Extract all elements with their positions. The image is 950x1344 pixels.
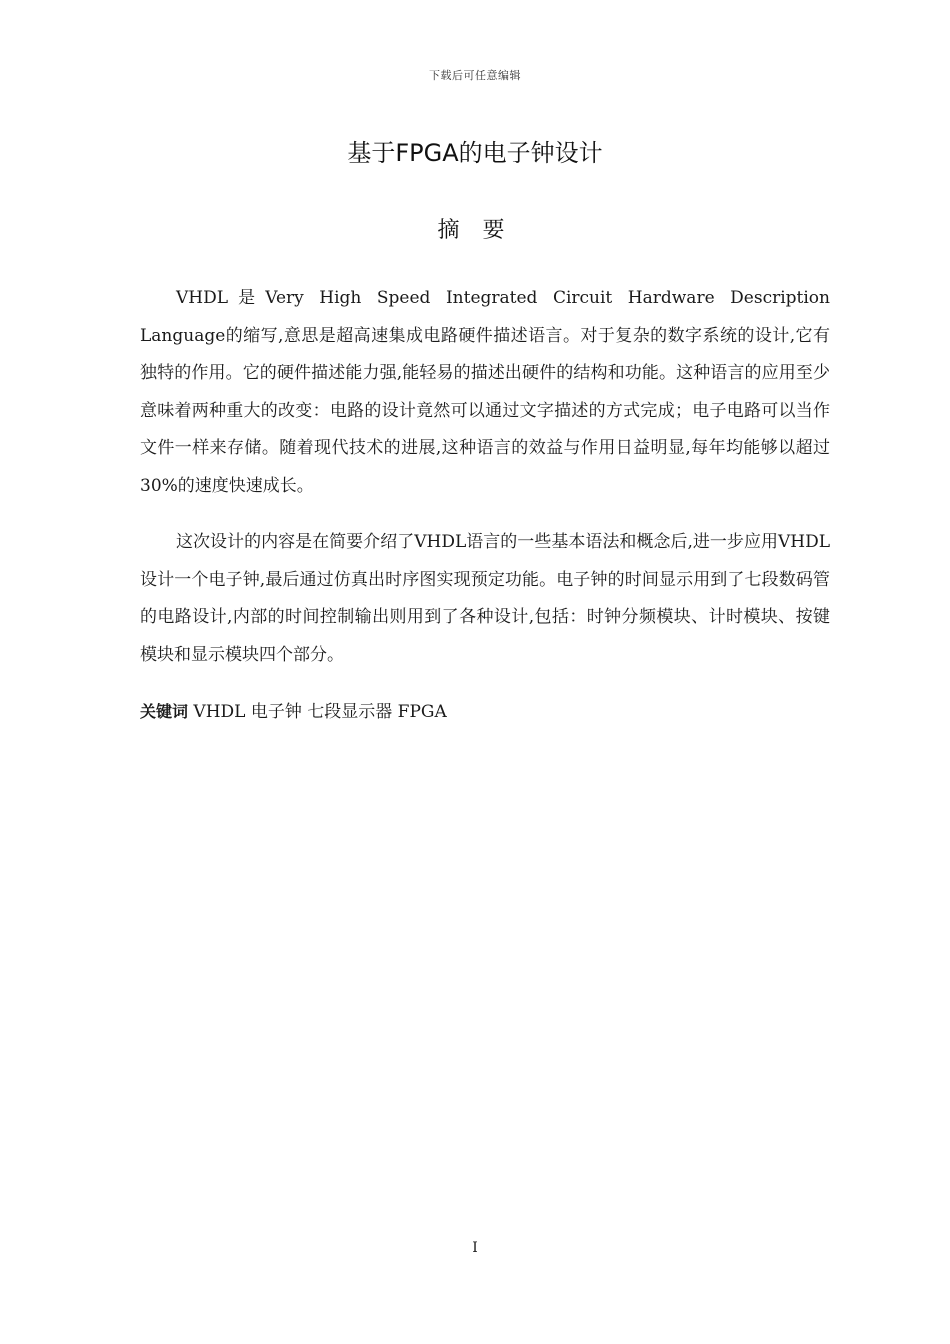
page-title: 基于FPGA的电子钟设计 bbox=[347, 139, 603, 167]
page-number: I bbox=[472, 1240, 478, 1256]
header-note: 下载后可任意编辑 bbox=[429, 69, 521, 82]
abstract-paragraph-2: 这次设计的内容是在简要介绍了VHDL语言的一些基本语法和概念后,进一步应用VHDL设计一个电子钟,最后通过仿真出时序图实现预定功能。电子钟的时间显示用到了七段数码管的电路设计,内部的时间控制输出则用到了各种设计,包括：时钟分频模块、计时模块、按键模块和显示模块四个部分。 bbox=[140, 532, 830, 665]
abstract-heading: 摘 要 bbox=[437, 218, 513, 243]
keywords-line bbox=[140, 695, 830, 729]
abstract-paragraph-1: VHDL是Very High Speed Integrated Circuit Hardware Description Language的缩写,意思是超高速集成电路硬件描述语言。对于复杂的数字系统的设计,它有独特的作用。它的硬件描述能力强,能轻易的描述出硬件的结构和功能。这种语言的应用至少意味着两种重大的改变：电路的设计竟然可以通过文字描述的方式完成；电子电路可以当作文件一样来存储。随着现代技术的进展,这种语言的效益与作用日益明显,每年均能够以超过30%的速度快速成长。 bbox=[140, 288, 830, 496]
keywords-values: VHDL 电子钟 七段显示器 FPGA bbox=[193, 702, 447, 722]
keywords-label: 关键词 bbox=[140, 702, 189, 721]
